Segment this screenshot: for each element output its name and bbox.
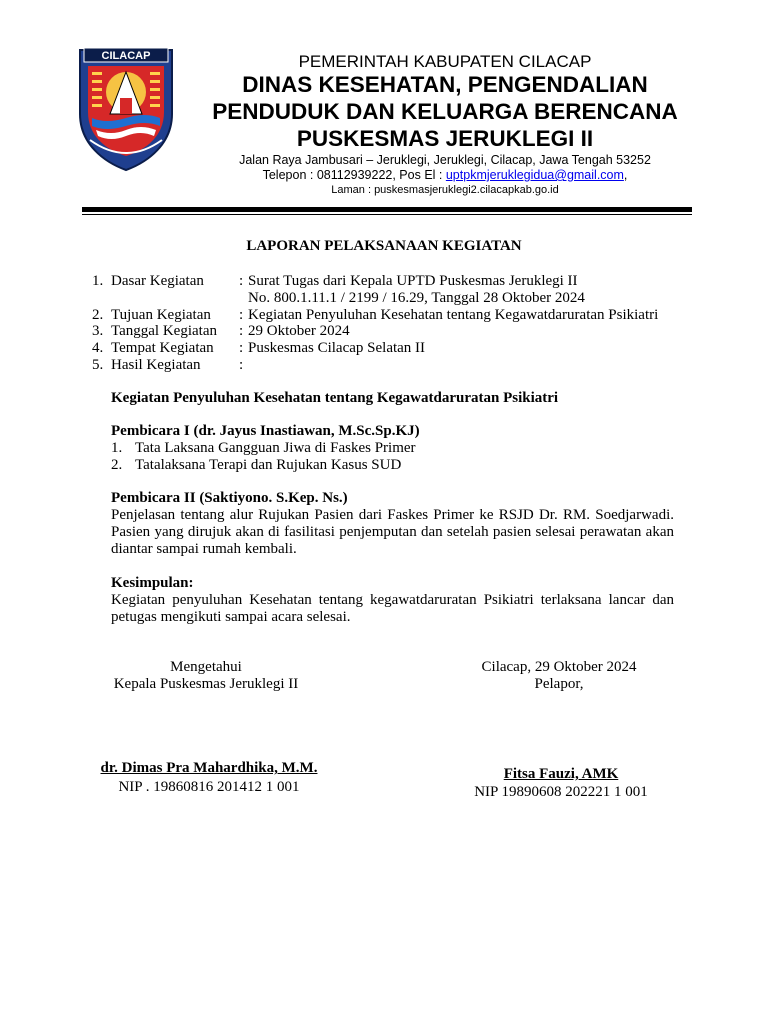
- item-separator: :: [239, 323, 244, 339]
- website-text: Laman : puskesmasjeruklegi2.cilacapkab.go.id: [331, 184, 559, 196]
- activity-heading: Kegiatan Penyuluhan Kesehatan tentang Kegawatdaruratan Psikiatri: [111, 390, 559, 406]
- office-address: Jalan Raya Jambusari – Jeruklegi, Jeruklegi, Cilacap, Jawa Tengah 53252: [239, 153, 651, 167]
- item-number: 2.: [92, 307, 104, 323]
- speaker1-point-text: Tata Laksana Gangguan Jiwa di Faskes Primer: [135, 440, 416, 456]
- office-name: PUSKESMAS JERUKLEGI II: [296, 126, 594, 151]
- speaker1-point-text: Tatalaksana Terapi dan Rujukan Kasus SUD: [135, 457, 402, 473]
- speaker1-point-number: 2.: [111, 457, 123, 473]
- government-name: PEMERINTAH KABUPATEN CILACAP: [298, 52, 592, 71]
- item-label: Dasar Kegiatan: [111, 273, 204, 289]
- right-sign-line1: Cilacap, 29 Oktober 2024: [481, 659, 637, 675]
- contact-line: [185, 168, 705, 182]
- conclusion-heading: Kesimpulan:: [111, 575, 194, 591]
- item-value-continued: No. 800.1.11.1 / 2199 / 16.29, Tanggal 28 Oktober 2024: [248, 290, 585, 306]
- agency-name-line1: DINAS KESEHATAN, PENGENDALIAN: [242, 72, 648, 97]
- speaker2-heading: Pembicara II (Saktiyono. S.Kep. Ns.): [111, 490, 348, 506]
- item-value: Puskesmas Cilacap Selatan II: [248, 340, 426, 356]
- report-title: LAPORAN PELAKSANAAN KEGIATAN: [246, 238, 522, 254]
- phone-text: Telepon : 08112939222, Pos El :: [262, 168, 446, 182]
- right-sign-line2: Pelapor,: [534, 676, 584, 692]
- right-signatory-name: Fitsa Fauzi, AMK: [503, 766, 619, 782]
- left-sign-line2: Kepala Puskesmas Jeruklegi II: [113, 676, 299, 692]
- item-value: 29 Oktober 2024: [248, 323, 350, 339]
- speaker2-paragraph: Penjelasan tentang alur Rujukan Pasien dari Faskes Primer ke RSJD Dr. RM. Soedjarwadi. Pasien yang dirujuk akan di fasilitasi penjemputan dan setelah pasien selesai perawatan akan diantar sampai rumah kembali.: [111, 507, 674, 557]
- left-signatory-name: dr. Dimas Pra Mahardhika, M.M.: [100, 760, 318, 776]
- left-signatory-nip: NIP . 19860816 201412 1 001: [118, 779, 300, 795]
- item-separator: :: [239, 307, 244, 323]
- logo-text: CILACAP: [101, 50, 151, 62]
- item-separator: :: [239, 357, 244, 373]
- item-separator: :: [239, 340, 244, 356]
- item-label: Tanggal Kegiatan: [111, 323, 217, 339]
- item-label: Tujuan Kegiatan: [111, 307, 211, 323]
- item-number: 1.: [92, 273, 104, 289]
- item-number: 3.: [92, 323, 104, 339]
- letterhead-divider-thick: [82, 207, 692, 212]
- item-value: Kegiatan Penyuluhan Kesehatan tentang Kegawatdaruratan Psikiatri: [248, 307, 659, 323]
- cilacap-coat-of-arms-logo: [76, 44, 176, 172]
- speaker1-point-number: 1.: [111, 440, 123, 456]
- item-separator: :: [239, 273, 244, 289]
- item-label: Hasil Kegiatan: [111, 357, 201, 373]
- agency-name-line2: PENDUDUK DAN KELUARGA BERENCANA: [212, 99, 678, 124]
- right-signatory-nip: NIP 19890608 202221 1 001: [474, 784, 648, 800]
- speaker1-heading: Pembicara I (dr. Jayus Inastiawan, M.Sc.Sp.KJ): [111, 423, 420, 439]
- contact-suffix: ,: [623, 168, 628, 182]
- item-number: 4.: [92, 340, 104, 356]
- left-sign-line1: Mengetahui: [170, 659, 242, 675]
- email-link[interactable]: uptpkmjeruklegidua@gmail.com: [445, 168, 624, 182]
- letterhead-divider-thin: [82, 214, 692, 215]
- conclusion-paragraph: Kegiatan penyuluhan Kesehatan tentang kegawatdaruratan Psikiatri terlaksana lancar dan petugas mengikuti sampai acara selesai.: [111, 592, 674, 625]
- item-number: 5.: [92, 357, 104, 373]
- item-label: Tempat Kegiatan: [111, 340, 214, 356]
- item-value: Surat Tugas dari Kepala UPTD Puskesmas Jeruklegi II: [248, 273, 578, 289]
